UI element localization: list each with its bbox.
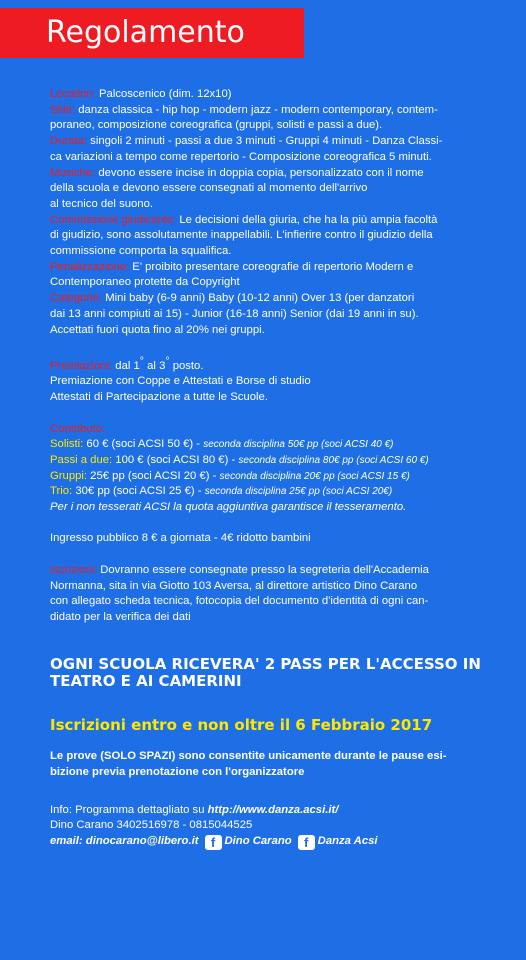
- location-line: Location: Palcoscenico (dim. 12x10): [50, 88, 232, 100]
- fee-row-solisti: Solisti: 60 € (soci ACSI 50 €) - seconda disciplina 50€ pp (soci ACSI 40 €): [50, 438, 394, 451]
- prove-line2: bizione previa prenotazione con l'organizzatore: [50, 766, 305, 779]
- categorie-line: Categorie: Mini baby (6-9 anni) Baby (10-12 anni) Over 13 (per danzatori: [50, 292, 415, 305]
- premiazioni-label: Premiazioni:: [50, 359, 113, 372]
- durata-line: Durata: singoli 2 minuti - passi a due 3 minuti - Gruppi 4 minuti - Danza Classi-: [50, 135, 443, 148]
- tesseramento-note: Per i non tesserati ACSI la quota aggiuntiva garantisce il tesseramento.: [50, 501, 407, 514]
- info-line: Info: Programma dettagliato su http://www.danza.acsi.it/: [50, 803, 339, 816]
- rules-body: Location: Palcoscenico (dim. 12x10) Stile: danza classica - hip hop - modern jazz - modern contemporary, contem- poraneo, composizione coreografica (gruppi, solisti e passi a due). Durata: singoli 2 minuti - passi a due 3 minuti - Gruppi 4 minuti - Danza Classi- ca variazioni a tempo come repertorio - Composizione coreografica 5 minuti. Musiche: devono essere incise in doppia copia, personalizzato con il nome della scuola e devono essere consegnati al momento dell'arrivo al tecnico del suono. Commissione giudicante: Le decisioni della giuria, che ha la più ampia facoltà di giudizio, sono assolutamente inappellabili. L'infierire contro il giudizio della commissione comporta la squalifica. Penalizzazione: E' proibito presentare coreografie di repertorio Modern e Contemporaneo protette da Copyright Categorie: Mini baby (6-9 anni) Baby (10-12 anni) Over 13 (per danzatori dai 13 anni compiuti ai 15) - Junior (16-18 anni) Senior (dai 19 anni in su). Accettati fuori quota fino al 20% nei gruppi. Premiazioni: dal 1° al 3° posto. Premiazione con Coppe e Attestati e Borse di studio Attestati di Partecipazione a tutte le Scuole. Contributo: Solisti: 60 € (soci ACSI 50 €) - seconda disciplina 50€ pp (soci ACSI 40 €) Passi a due: 100 € (soci ACSI 80 €) - seconda disciplina 80€ pp (soci ACSI 60 €) Gruppi: 25€ pp (soci ACSI 20 €) - seconda disciplina 20€ pp (soci ACSI 15 €) Trio: 30€ pp (soci ACSI 25 €) - seconda disciplina 25€ pp (soci ACSI 20€) Per i non tesserati ACSI la quota aggiuntiva garantisce il tesseramento. Ingresso pubblico 8 € a giornata - 4€ ridotto bambini Iscrizioni: Dovranno essere consegnate presso la segreteria dell'Accademia Normanna, sita in via Giotto 103 Aversa, al direttore artistico Dino Carano con allegato scheda tecnica, fotocopia del documento d'identità di ogni can- didato per la verifica dei dati OGNI SCUOLA RICEVERA' 2 PASS PER L'ACCESSO IN TEATRO E AI CAMERINI Iscrizioni entro e non oltre il 6 Febbraio 2017 Le prove (SOLO SPAZI) sono consentite unicamente durante le pause esi- bizione previa prenotazione con l'organizzatore Info: Programma dettagliato su http://www.danza.acsi.it/ Dino Carano 3402516978 - 0815044525 email: dinocarano@libero.it f Dino Carano f Danza Acsi: [50, 87, 506, 850]
- stile-line: Stile: danza classica - hip hop - modern jazz - modern contemporary, contem-: [50, 103, 438, 116]
- contributo-label: Contributo:: [50, 422, 106, 435]
- ingresso-line: Ingresso pubblico 8 € a giornata - 4€ ridotto bambini: [50, 532, 311, 545]
- facebook-icon: f: [205, 835, 222, 850]
- commissione-line: Commissione giudicante: Le decisioni della giuria, che ha la più ampia facoltà: [50, 213, 438, 226]
- pass-notice-line2: TEATRO E AI CAMERINI: [50, 671, 242, 690]
- page-title: Regolamento: [46, 15, 245, 50]
- website-link[interactable]: http://www.danza.acsi.it/: [207, 803, 339, 816]
- location-label: Location:: [50, 88, 96, 100]
- email-line: [50, 834, 506, 850]
- iscrizioni-line: Iscrizioni: Dovranno essere consegnate presso la segreteria dell'Accademia: [50, 563, 429, 576]
- fee-row-gruppi: Gruppi: 25€ pp (soci ACSI 20 €) - seconda disciplina 20€ pp (soci ACSI 15 €): [50, 469, 410, 482]
- fee-row-passi-a-due: Passi a due: 100 € (soci ACSI 80 €) - seconda disciplina 80€ pp (soci ACSI 60 €): [50, 453, 429, 466]
- iscrizioni-label: Iscrizioni:: [50, 563, 98, 576]
- categorie-label: Categorie:: [50, 292, 103, 305]
- commissione-label: Commissione giudicante:: [50, 213, 177, 226]
- facebook-icon: f: [298, 835, 315, 850]
- contact-line: Dino Carano 3402516978 - 0815044525: [50, 819, 253, 832]
- premiazioni-line: Premiazioni: dal 1° al 3° posto.: [50, 354, 204, 372]
- stile-label: Stile:: [50, 103, 76, 116]
- penalizzazione-line: Penalizzazione: E' proibito presentare coreografie di repertorio Modern e: [50, 260, 414, 273]
- pass-notice-line1: OGNI SCUOLA RICEVERA' 2 PASS PER L'ACCESSO IN: [50, 654, 481, 673]
- fee-row-trio: Trio: 30€ pp (soci ACSI 25 €) - seconda disciplina 25€ pp (soci ACSI 20€): [50, 485, 393, 498]
- musiche-label: Musiche:: [50, 166, 96, 179]
- musiche-line: Musiche: devono essere incise in doppia copia, personalizzato con il nome: [50, 166, 424, 179]
- deadline-heading: Iscrizioni entro e non oltre il 6 Febbraio 2017: [50, 715, 433, 734]
- facebook-page-danza-acsi[interactable]: Danza Acsi: [317, 835, 378, 848]
- penalizzazione-label: Penalizzazione:: [50, 260, 130, 273]
- email-link[interactable]: email: dinocarano@libero.it: [50, 835, 199, 848]
- facebook-page-dino-carano[interactable]: Dino Carano: [224, 835, 292, 848]
- durata-label: Durata:: [50, 135, 88, 148]
- prove-line1: Le prove (SOLO SPAZI) sono consentite unicamente durante le pause esi-: [50, 750, 447, 763]
- page-title-banner: [0, 8, 304, 58]
